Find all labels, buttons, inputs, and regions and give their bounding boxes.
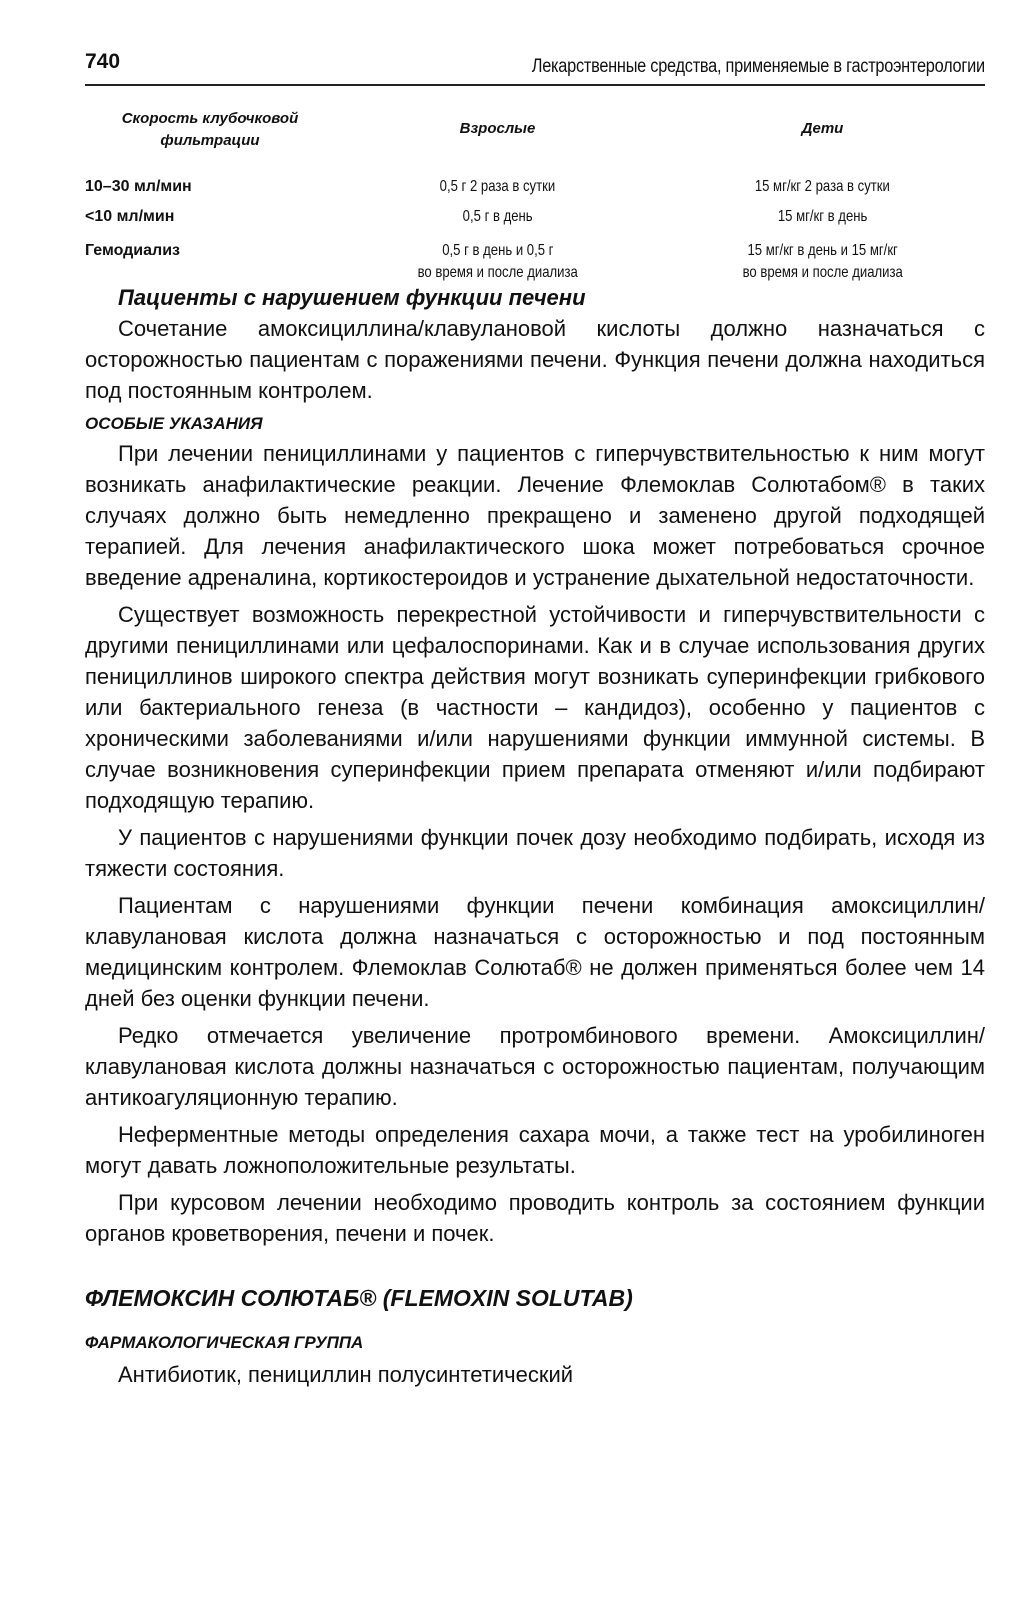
running-title: Лекарственные средства, применяемые в гастроэнтерологии [531, 56, 985, 77]
adults-dose: 0,5 г в день [462, 208, 533, 225]
paragraph: Редко отмечается увеличение протромбинового времени. Амоксициллин/клавулановая кислота должны назначаться с осторожностью пациентам, получающим антикоагуляционную терапию. [85, 1023, 985, 1110]
children-dose: 15 мг/кг в день [777, 208, 868, 225]
paragraph: Пациентам с нарушениями функции печени комбинация амоксициллин/клавулановая кислота должна назначаться с осторожностью и под постоянным медицинским контролем. Флемоклав Солютаб® не должен применяться более чем 14 дней без оценки функции печени. [85, 893, 985, 1011]
children-dose: 15 мг/кг в день и 15 мг/кг во время и после диализа [742, 242, 903, 281]
row-label: <10 мл/мин [85, 208, 175, 225]
paragraph: Неферментные методы определения сахара мочи, а также тест на уробилиноген могут давать ложноположительные результаты. [85, 1122, 985, 1178]
drug-title: ФЛЕМОКСИН СОЛЮТАБ® (FLEMOXIN SOLUTAB) [85, 1285, 633, 1311]
row-label: 10–30 мл/мин [85, 178, 192, 195]
header-gfr-line2: фильтрации [160, 132, 260, 149]
adults-dose: 0,5 г 2 раза в сутки [439, 178, 556, 195]
pharmacological-group-heading: ФАРМАКОЛОГИЧЕСКАЯ ГРУППА [85, 1333, 364, 1352]
table-row [85, 240, 985, 284]
liver-section-heading: Пациенты с нарушением функции печени [118, 285, 586, 310]
page-number: 740 [85, 50, 121, 73]
header-gfr-line1: Скорость клубочковой [121, 110, 299, 127]
table-row [85, 176, 985, 206]
table-row [85, 206, 985, 240]
main-text [85, 282, 985, 1390]
paragraph: Существует возможность перекрестной устойчивости и гиперчувствительности с другими пенициллинами или цефалоспоринами. Как и в случае использования других пенициллинов широкого спектра действия могут возникать суперинфекции грибкового или бактериального генеза (в частности – кандидоз), особенно у пациентов с хроническими заболеваниями и/или нарушениями функции иммунной системы. В случае возникновения суперинфекции прием препарата отменяют и/или подбирают подходящую терапию. [85, 602, 985, 813]
dosage-table [85, 108, 985, 284]
table-header-row [85, 108, 985, 176]
header-children: Дети [801, 120, 844, 137]
header-gfr [85, 108, 335, 176]
header-adults: Взрослые [459, 120, 536, 137]
pharmacological-group-text: Антибиотик, пенициллин полусинтетический [118, 1362, 574, 1387]
page-header [85, 44, 985, 86]
liver-section-paragraph: Сочетание амоксициллина/клавулановой кислоты должно назначаться с осторожностью пациентам с поражениями печени. Функция печени должна находиться под постоянным контролем. [85, 316, 985, 403]
adults-dose: 0,5 г в день и 0,5 г во время и после диализа [417, 242, 578, 281]
paragraph: При курсовом лечении необходимо проводить контроль за состоянием функции органов кроветворения, печени и почек. [85, 1190, 985, 1246]
row-label: Гемодиализ [85, 242, 180, 259]
children-dose: 15 мг/кг 2 раза в сутки [754, 178, 891, 195]
special-notes-heading: ОСОБЫЕ УКАЗАНИЯ [85, 414, 263, 433]
paragraph: При лечении пенициллинами у пациентов с гиперчувствительностью к ним могут возникать анафилактические реакции. Лечение Флемоклав Солютабом® в таких случаях должно быть немедленно прекращено и заменено другой подходящей терапией. Для лечения анафилактического шока может потребоваться срочное введение адреналина, кортикостероидов и устранение дыхательной недостаточности. [85, 441, 985, 590]
paragraph: У пациентов с нарушениями функции почек дозу необходимо подбирать, исходя из тяжести состояния. [85, 825, 985, 881]
